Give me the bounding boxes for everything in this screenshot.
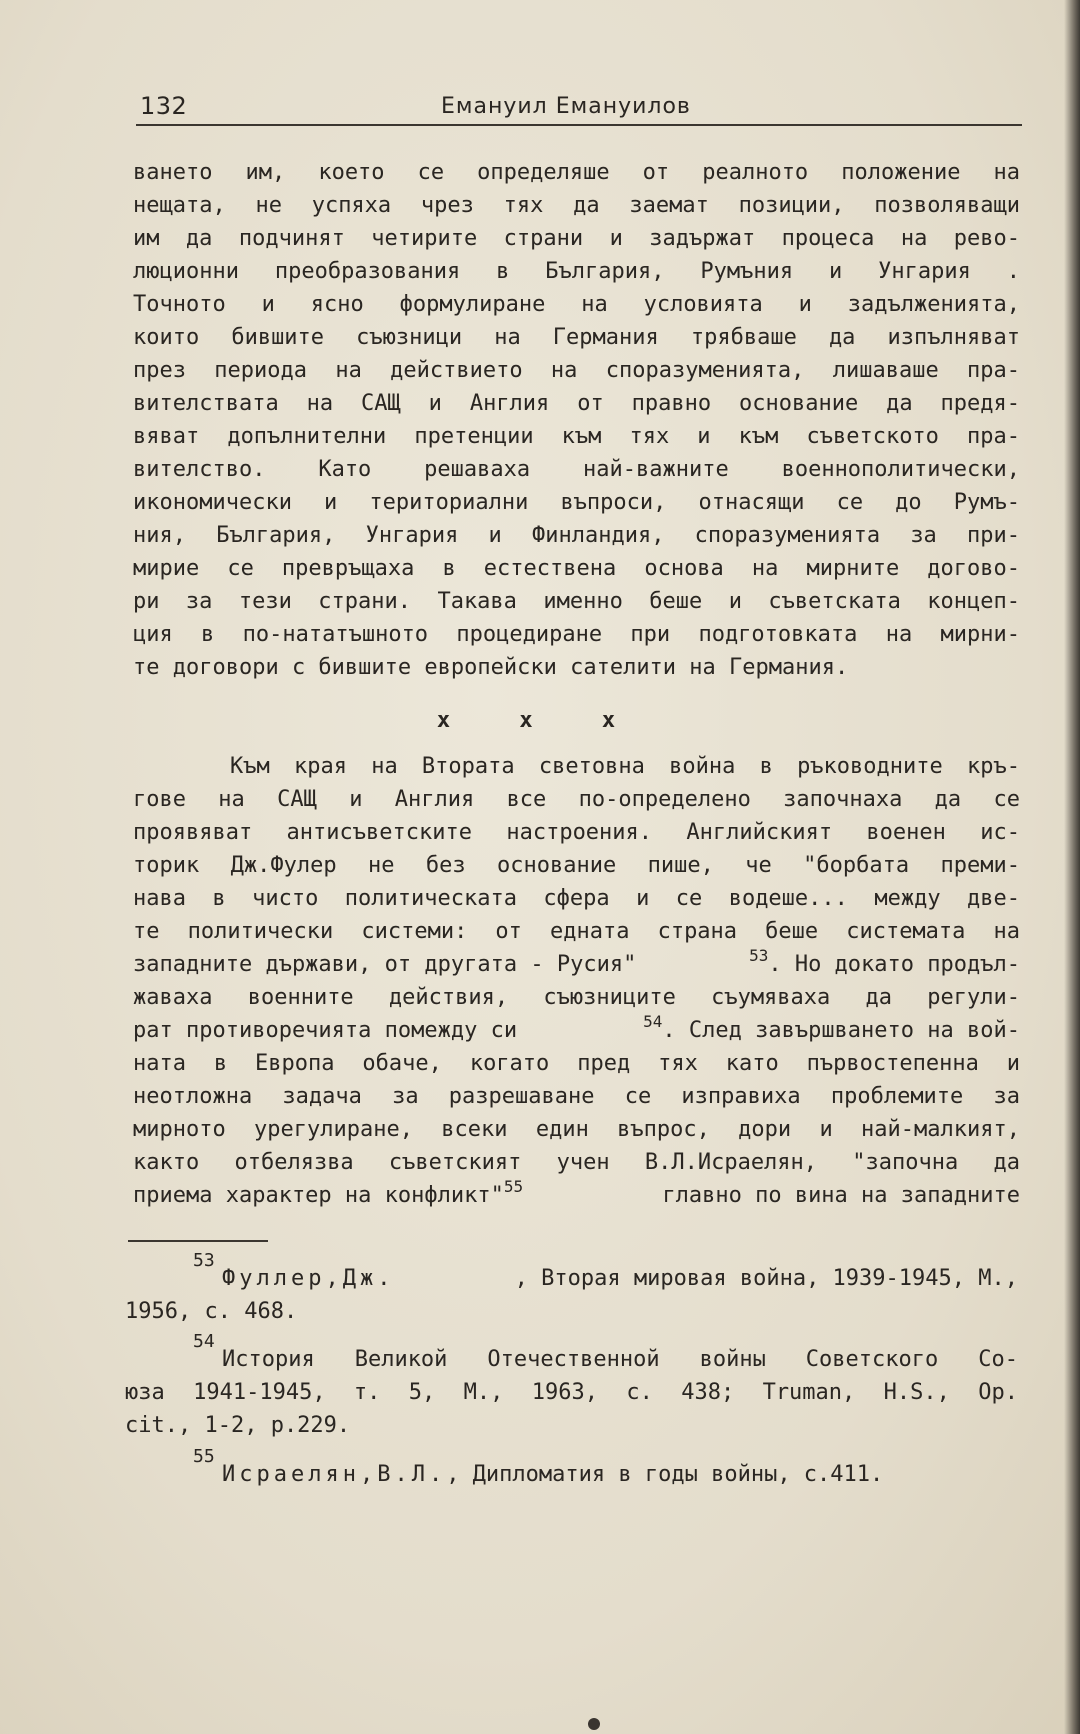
body-line: нещата, не успяха чрез тях да заемат позиции, позволяващи <box>133 193 1020 218</box>
section-break: x x x <box>436 708 644 733</box>
body-line: неотложна задача за разрешаване се изправиха проблемите за <box>133 1084 1020 1109</box>
body-line-with-footnote-ref <box>133 946 1020 977</box>
running-head: Емануил Емануилов <box>441 94 691 119</box>
page-header <box>136 92 1022 126</box>
body-line: люционни преобразования в България, Румъния и Унгария . <box>133 259 1020 284</box>
body-line: вителствата на САЩ и Англия от правно основание да предя- <box>133 391 1020 416</box>
body-line: икономически и териториални въпроси, отнасящи се до Румъ- <box>133 490 1020 515</box>
body-line: ната в Европа обаче, когато пред тях като първостепенна и <box>133 1051 1020 1076</box>
line-text-before: приема характер на конфликт" <box>133 1183 504 1208</box>
footnote-author: Исраелян,В.Л. <box>222 1462 447 1487</box>
footnote-citation: , Вторая мировая война, 1939-1945, М., <box>514 1266 1018 1291</box>
body-line: ването им, което се определяше от реалното положение на <box>133 160 1020 185</box>
body-line-with-footnote-ref <box>133 1012 1020 1043</box>
line-text-before: рат противоречията помежду си <box>133 1018 518 1043</box>
body-line: жаваха военните действия, съюзниците съумяваха да регули- <box>133 985 1020 1010</box>
footnote-number-55: 55 <box>193 1446 215 1467</box>
body-line: ция в по-нататъшното процедиране при подготовката на мирни- <box>133 622 1020 647</box>
body-line: ния, България, Унгария и Финландия, споразуменията за при- <box>133 523 1020 548</box>
body-line: през периода на действието на споразуменията, лишаваше пра- <box>133 358 1020 383</box>
footnote-separator <box>128 1240 268 1242</box>
body-line: които бившите съюзници на Германия трябваше да изпълняват <box>133 325 1020 350</box>
footnote-author: Фуллер,Дж. <box>222 1266 395 1291</box>
body-line: им да подчинят четирите страни и задържат процеса на рево- <box>133 226 1020 251</box>
body-line: гове на САЩ и Англия все по-определено започнаха да се <box>133 787 1020 812</box>
footnote-55-line <box>222 1464 1018 1486</box>
footnote-ref-54[interactable]: 54 <box>643 1012 663 1031</box>
footnote-ref-55[interactable]: 55 <box>503 1177 524 1196</box>
body-line: вяват допълнителни претенции към тях и към съветското пра- <box>133 424 1020 449</box>
ref-group <box>133 1177 524 1208</box>
page-edge-shadow <box>1064 0 1080 1734</box>
body-line: те политически системи: от едната страна беше системата на <box>133 919 1020 944</box>
footnote-ref-53[interactable]: 53 <box>749 946 769 965</box>
body-line: мирие се превръщаха в естествена основа на мирните догово- <box>133 556 1020 581</box>
body-line: торик Дж.Фулер не без основание пише, че "борбата преми- <box>133 853 1020 878</box>
line-text-after: главно по вина на западните <box>649 1183 1020 1208</box>
footnote-54-line-3: cit., 1-2, p.229. <box>125 1413 351 1438</box>
body-line: нава в чисто политическата сфера и се водеше... между две- <box>133 886 1020 911</box>
footnote-number-54: 54 <box>193 1331 215 1352</box>
body-line: ри за тези страни. Такава именно беше и съветската концеп- <box>133 589 1020 614</box>
footnote-citation: , Дипломатия в годы войны, с.411. <box>446 1462 884 1487</box>
body-line: Към края на Втората световна война в ръководните кръ- <box>133 754 1020 779</box>
ref-group <box>643 1012 1020 1043</box>
footnote-number-53: 53 <box>193 1250 215 1271</box>
line-text-after: . Но докато продъл- <box>768 952 1020 977</box>
body-line: както отбелязва съветският учен В.Л.Исраелян, "започна да <box>133 1150 1020 1175</box>
body-line-with-footnote-ref <box>133 1177 1020 1208</box>
body-line: Точното и ясно формулиране на условията и задълженията, <box>133 292 1020 317</box>
footnote-53-line-2: 1956, с. 468. <box>125 1299 298 1324</box>
footnote-53-line <box>222 1268 1018 1290</box>
line-text-before: западните държави, от другата - Русия" <box>133 952 637 977</box>
body-line: вителство. Като решаваха най-важните военнополитически, <box>133 457 1020 482</box>
line-text-after: . След завършването на вой- <box>662 1018 1020 1043</box>
body-line: те договори с бившите европейски сателити на Германия. <box>133 655 849 680</box>
body-line: мирното урегулиране, всеки един въпрос, дори и най-малкият, <box>133 1117 1020 1142</box>
page-number: 132 <box>140 92 188 120</box>
footnote-54-line-2: юза 1941-1945, т. 5, М., 1963, с. 438; Truman, H.S., Op. <box>125 1380 1018 1405</box>
footnote-54-line-1: История Великой Отечественной войны Советского Со- <box>222 1347 1018 1372</box>
body-line: проявяват антисъветските настроения. Английският военен ис- <box>133 820 1020 845</box>
ink-spot <box>588 1718 600 1730</box>
ref-group <box>749 946 1020 977</box>
